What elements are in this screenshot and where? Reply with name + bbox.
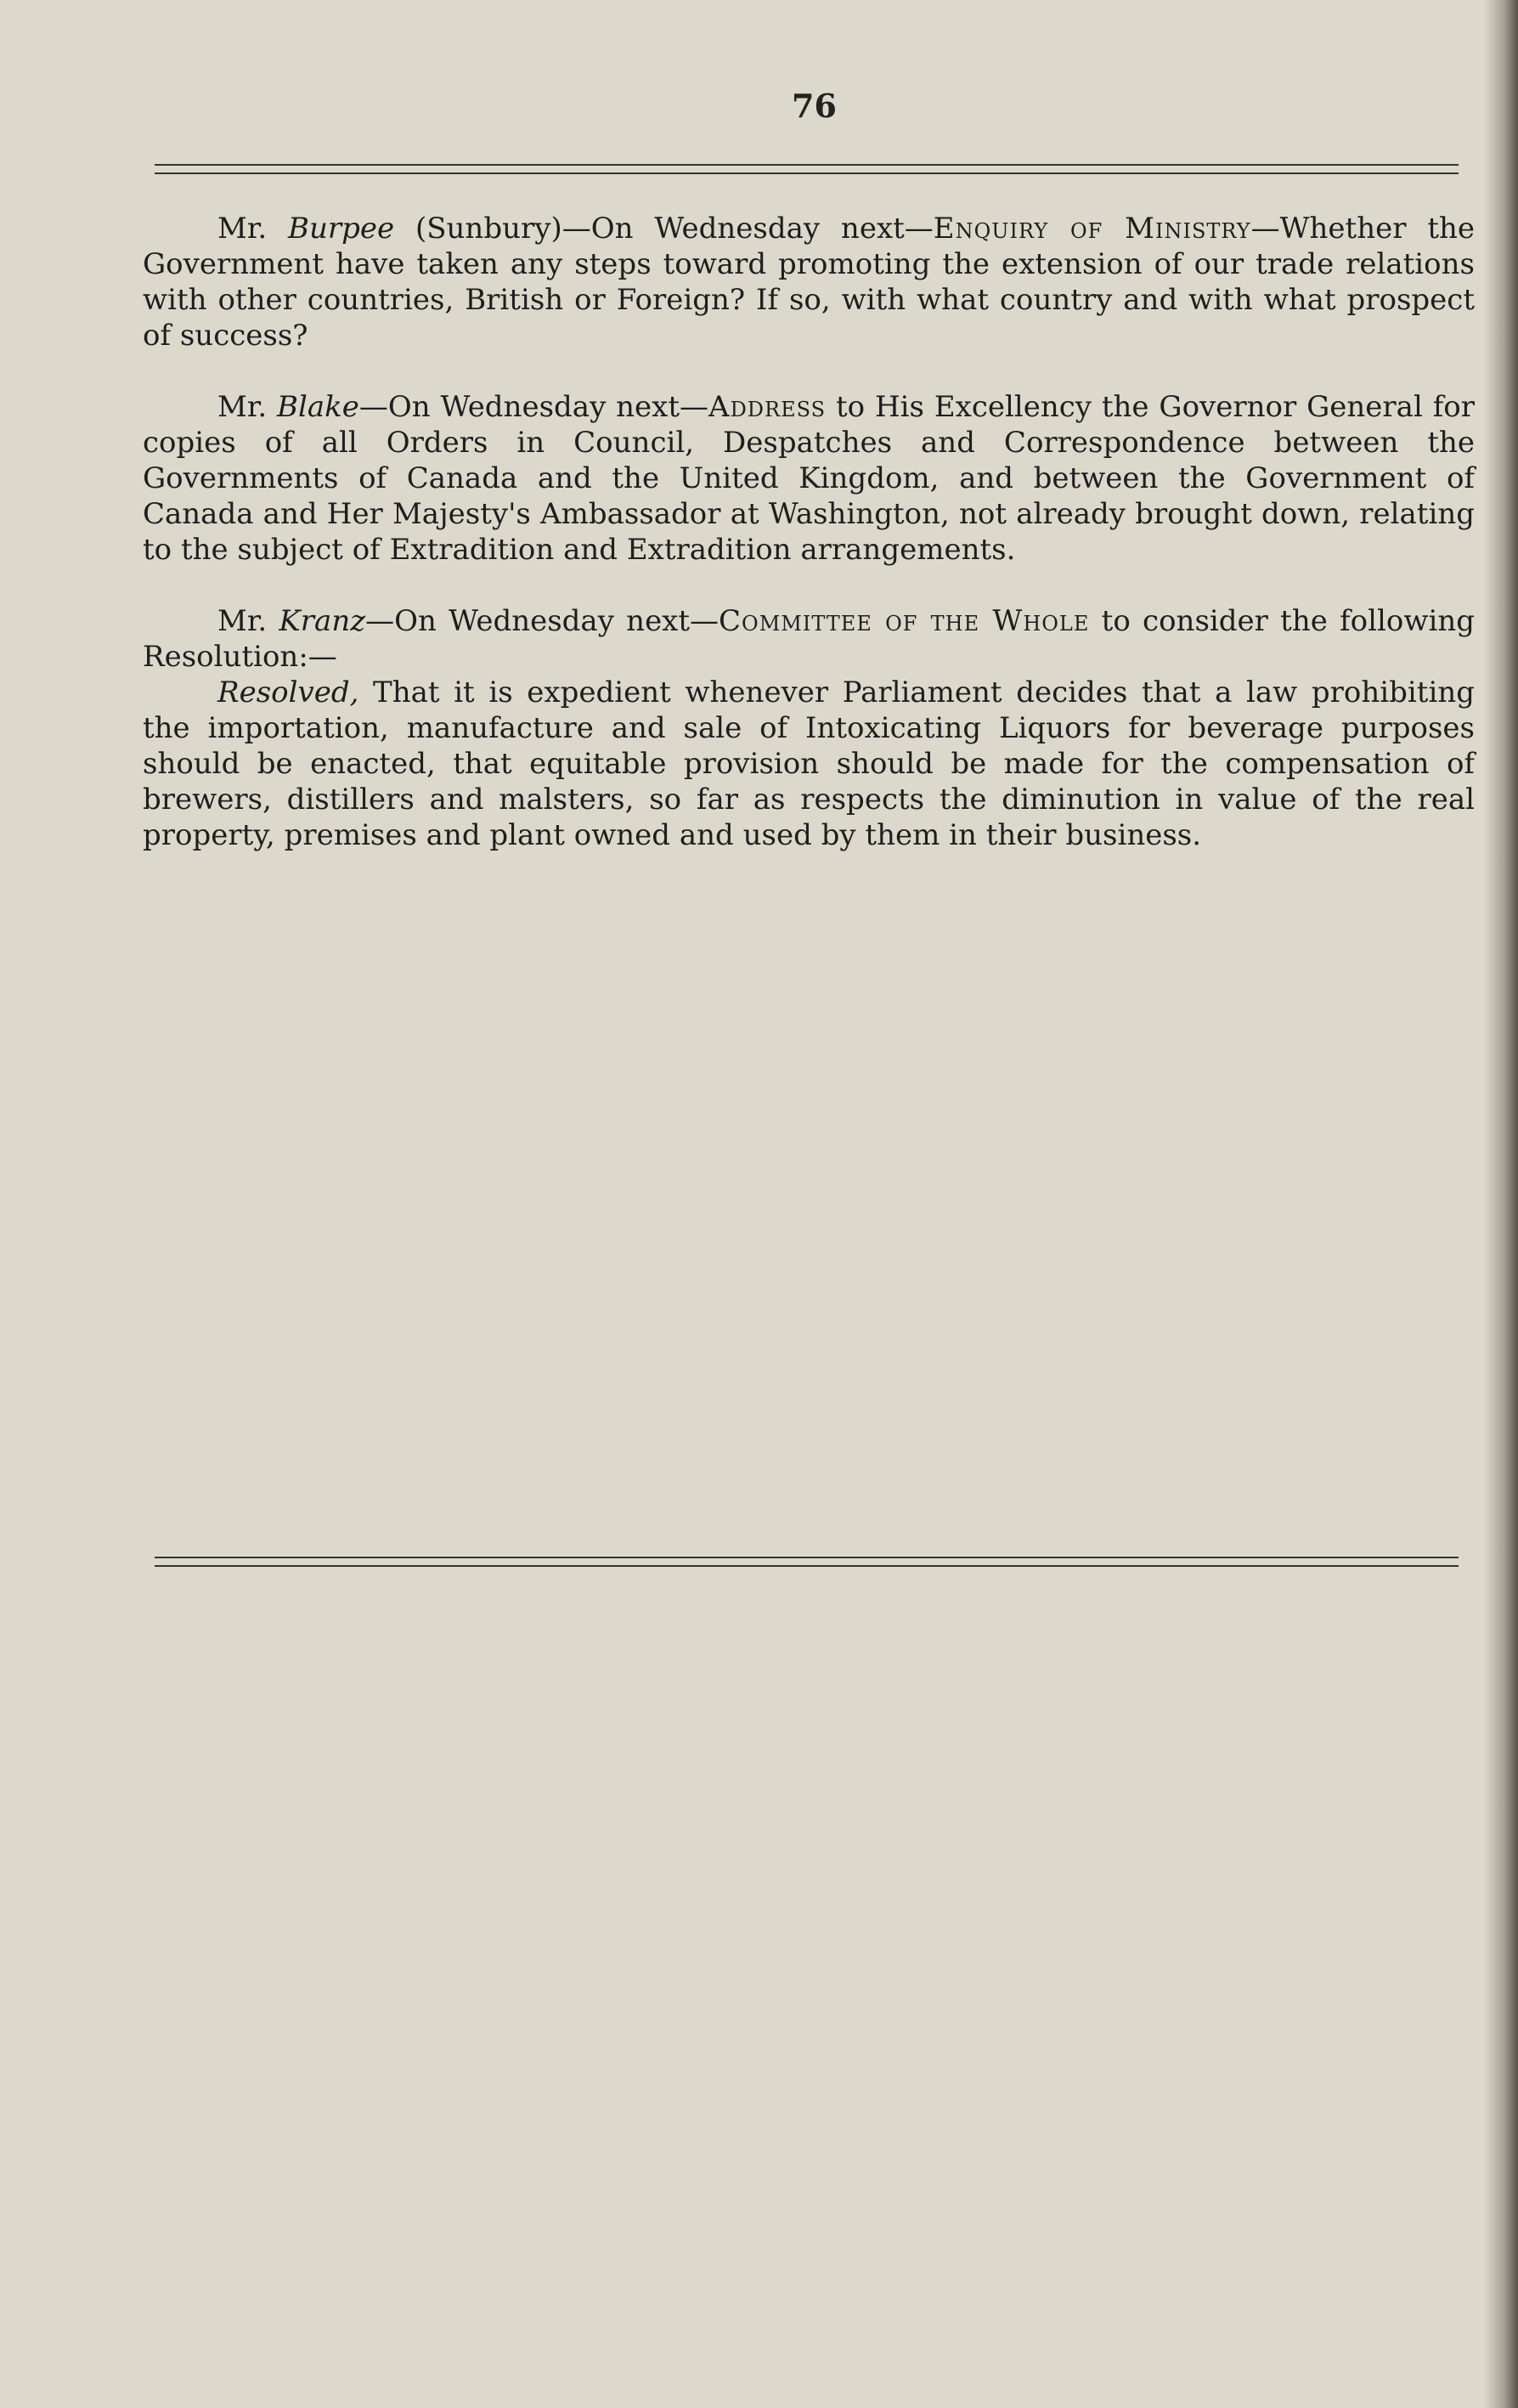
resolution-text <box>143 675 1475 853</box>
resolution-lead: Resolved, <box>217 675 359 709</box>
notices-body <box>143 211 1475 853</box>
page-number: 76 <box>792 87 837 125</box>
motion-type: Address <box>708 390 827 424</box>
notice-text: to consider the following Resolution:— <box>143 604 1476 674</box>
motion-type: Enquiry of Ministry <box>933 212 1251 246</box>
bottom-double-rule <box>155 1557 1459 1567</box>
member-name: Burpee <box>287 212 395 246</box>
resolution-body: That it is expedient whenever Parliament decides that a law prohibiting the importation, manufacture and sale of Intoxicating Liquors for beverage purposes should be enacted, that equitable provision should be made for the compensation of brewers, distillers and malsters, so far as respects the diminution in value of the real property, premises and plant owned and used by them in their business. <box>143 675 1475 852</box>
member-name: Kranz <box>279 604 366 638</box>
notice-text: to His Excellency the Governor General for copies of all Orders in Council, Despatches and Correspondence between the Governments of Canada and the United Kingdom, and between the Government of Canada and Her Majesty's Ambassador at Washington, not already brought down, relating to the subject of Extradition and Extradition arrangements. <box>143 390 1475 567</box>
notice-prefix: Mr. <box>217 604 279 638</box>
notice-text: —Whether the Government have taken any steps toward promoting the extension of our trade relations with other countries, British or Foreign? If so, with what country and with what prospect of success? <box>143 212 1475 353</box>
member-name: Blake <box>277 390 359 424</box>
notice-date: (Sunbury)—On Wednesday next— <box>394 212 934 246</box>
notice-burpee <box>143 211 1475 353</box>
motion-type: Committee of the Whole <box>719 604 1090 638</box>
notice-prefix: Mr. <box>217 212 288 246</box>
top-double-rule <box>155 164 1459 174</box>
notice-blake <box>143 389 1475 568</box>
notice-date: —On Wednesday next— <box>358 390 709 424</box>
notice-date: —On Wednesday next— <box>365 604 719 638</box>
notice-kranz <box>143 603 1475 675</box>
notice-prefix: Mr. <box>217 390 278 424</box>
